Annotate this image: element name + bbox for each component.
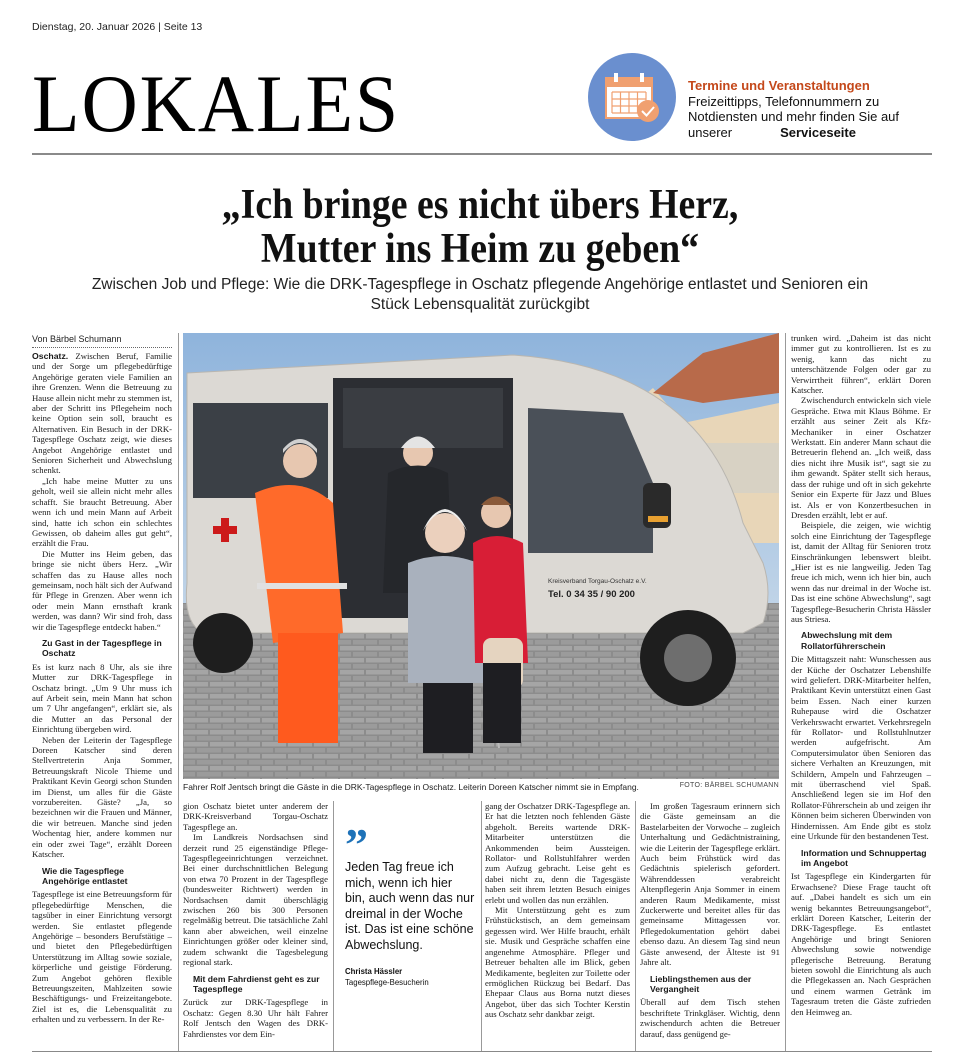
column-divider: [481, 801, 482, 1051]
service-box[interactable]: [588, 53, 948, 141]
paragraph: gion Oschatz bietet unter anderem der DRK-Kreisverband Torgau-Oschatz Tagespflege an.: [183, 801, 328, 832]
paragraph: Tagespflege ist eine Betreuungsform für pflegebedürftige Menschen, die tagsüber in einer Einrichtung versorgt werden. Sie entlastet pflegende Angehörige – besonders Berufstätige – und bietet den Pflegebedürftigen Unterstützung im Alltag sowie soziale, körperliche und geistige Förderung. Zum Angebot gehören flexible Betreuungszeiten, Mahlzeiten sowie Beschäftigungs- und Freizeitangebote. Ziel ist es, die Lebensqualität zu erhalten und zu verbessern. In der Re-: [32, 889, 172, 1025]
paragraph: Zurück zur DRK-Tagespflege in Oschatz: Gegen 8.30 Uhr hält Fahrer Rolf Jentsch den Wagen des DRK-Fahrdienstes vor dem Ein-: [183, 997, 328, 1039]
photo-credit: FOTO: BÄRBEL SCHUMANN: [679, 782, 779, 789]
article-photo[interactable]: [183, 333, 779, 779]
column-divider: [333, 801, 334, 1051]
byline: Von Bärbel Schumann: [32, 334, 172, 348]
paragraph: Mit Unterstützung geht es zum Frühstückstisch, an dem gemeinsam gegessen wird. Wer Hilfe braucht, erhält sie. Musik und Gespräche schaffen eine angenehme Atmosphäre. Pfleger und Betreuer behalten alle im Blick, geben Medikamente, begleiten zur Toilette oder ermöglichen Rückzug bei Bedarf. Das Ehepaar Claus aus Borna nutzt dieses Angebot, über das sich Tochter Kerstin aus Oschatz sehr dankbar zeigt.: [485, 905, 630, 1020]
paragraph: Beispiele, die zeigen, wie wichtig solch eine Einrichtung der Tagespflege ist, damit der Alltag für Senioren trotz Einschränkungen lebenswert bleibt. „Hier ist es nie langweilig. Jeden Tag freue ich mich, wenn ich hier bin, auch wenn das nur dreimal in der Woche ist. Das ist eine schöne Abwechslung“, sagt Tagespflege-Besucherin Christa Hässler aus Striesa.: [791, 520, 931, 624]
paragraph: Die Mutter ins Heim geben, das bringe sie nicht übers Herz. „Wir schaffen das zu Hause alles noch gemeinsam, noch hält sich der Aufwand für Pflege in Grenzen. Aber wenn ich oder mein Mann ernsthaft krank werden, was dann? Wir sind froh, dass wir die Tagespflege entdeckt haben.“: [32, 548, 172, 632]
paragraph: Die Mittagszeit naht: Wunschessen aus der Küche der Oschatzer Lebenshilfe wird geliefert. DRK-Mitarbeiter helfen, Praktikant Kevin unterstützt einen Gast beim Essen. Nach einer kurzen Ruhepause wird die Oschatzer Verkehrswacht erwartet. Verkehrsregeln für Rollator- und Rollstuhlnutzer werden aufgefrischt. Am Computersimulator üben Senioren das sichere Verhalten an Kreuzungen, mit Schildern, Ampeln und Fahrzeugen – mit überraschend viel Spaß. Anschließend legen sie im Hof den Rollator-Führerschein ab und zeigen ihr Können beim sicheren Überwinden von Hindernissen. Am Ende gibt es stolz eine Urkunde für den bestandenen Test.: [791, 654, 931, 842]
photo-caption: [183, 782, 779, 792]
paragraph: Im Landkreis Nordsachsen sind derzeit rund 25 eigenständige Pflege-Tagespflegeeinrichtungen verzeichnet. Bei einer durchschnittlichen Belegung von etwa 70 Prozent in der Tagespflege (bundesweiter Richtwert) werden in Nordsachsen damit überschlägig zwischen 260 bis 300 Personen regelmäßig betreut. Die tatsächliche Zahl kann aber abweichen, weil einzelne Einrichtungen größer oder kleiner sind, zudem schwankt die Tagesbelegung regional stark.: [183, 832, 328, 968]
subheadline: Zwischen Job und Pflege: Wie die DRK-Tagespflege in Oschatz pflegende Angehörige entlastet und Senioren ein Stück Lebensqualität zurückgibt: [91, 276, 869, 313]
crosshead: Wie die Tagespflege Angehörige entlastet: [42, 865, 128, 886]
paragraph: gang der Oschatzer DRK-Tagespflege an. Er hat die letzten noch fehlenden Gäste abgeholt. Bereits wartende DRK-Mitarbeiter unterstützen die Ankommenden beim Aussteigen. Rollator- und Rollstuhlfahrer werden zum Aufzug gebracht. Leise geht es dabei nicht zu, denn die Tagesgäste haben seit ihrem letzten Besuch einiges erlebt und wollen das nun erzählen.: [485, 801, 630, 905]
quote-mark-icon: ”: [345, 819, 368, 870]
dateline: Dienstag, 20. Januar 2026 | Seite 13: [32, 21, 203, 33]
crosshead: Lieblingsthemen aus der Vergangheit: [650, 973, 752, 994]
paragraph: Ist Tagespflege ein Kindergarten für Erwachsene? Diese Frage taucht oft auf. „Dabei handelt es sich um ein wenig bekanntes Betreuungsangebot“, erklärt Doreen Katscher, Leiterin der DRK-Tagespflege. Es entlastet Angehörige und bringt Senioren Abwechslung sowie notwendige pflegerische Betreuung. Beratung bieten sowohl die Einrichtung als auch die Pflegekassen an. Nach Gesprächen und einem warmen Getränk im Tagesraum treten die Gäste zufrieden den Heimweg an.: [791, 871, 931, 1017]
paragraph: „Ich habe meine Mutter zu uns geholt, weil sie allein nicht mehr alles schafft. Sie braucht Betreuung. Aber wenn ich und mein Mann auf Arbeit sind, hatte ich schon ein schlechtes Gewissen, ob daheim alles gut geht“, erzählt die Frau.: [32, 475, 172, 549]
service-title: Termine und Veranstaltungen: [688, 78, 870, 93]
article-column-1: [32, 351, 172, 1051]
quote-role: Tagespflege-Besucherin: [345, 978, 429, 987]
calendar-check-icon: [588, 53, 676, 141]
section-title: LOKALES: [32, 58, 401, 149]
article-column-5: [791, 333, 931, 1017]
paragraph: trunken wird. „Daheim ist das nicht immer gut zu kontrollieren. Ist es zu wenig, kann das nicht zu unterschätzende Folgen oder gar zu Verwirrtheit führen“, erklärt Doren Katscher.: [791, 333, 931, 396]
crosshead: Mit dem Fahrdienst geht es zur Tagespflege: [193, 973, 320, 994]
paragraph: Es ist kurz nach 8 Uhr, als sie ihre Mutter zur DRK-Tagespflege in Oschatz bringt. „Um 9 Uhr muss ich auf Arbeit sein, mein Mann hat schon um 7 Uhr angefangen“, erklärt sie, als die Mutter an das Personal der Einrichtung übergeben wird.: [32, 661, 172, 735]
quote-text: Jeden Tag freue ich mich, wenn ich hier bin, auch wenn das nur dreimal in der Woche ist. Das ist eine schöne Abwechslung.: [345, 860, 475, 952]
paragraph: Oschatz. Zwischen Beruf, Familie und der Sorge um pflegebedürftige Angehörige geraten viele Familien an ihre Grenzen. Wenn die Betreuung zu Hause allein nicht mehr zu stemmen ist, aber der Schritt ins Pflegeheim noch keine Option sein soll, braucht es Alternativen. Ein Besuch in der DRK-Tagespflege Oschatz zeigt, wie dieses Angebot Angehörige entlastet und Senioren Sicherheit und Abwechslung schenkt.: [32, 351, 172, 476]
van-lettering: Kreisverband Torgau-Oschatz e.V.: [548, 578, 647, 585]
column-divider: [785, 333, 786, 1051]
service-text: Freizeittipps, Telefonnummern zu Notdiensten und mehr finden Sie auf unserer: [688, 93, 900, 140]
caption-text: Fahrer Rolf Jentsch bringt die Gäste in die DRK-Tagespflege in Oschatz. Leiterin Doreen Katscher nimmt sie in Empfang.: [183, 782, 639, 792]
headline-line-1: „Ich bringe es nicht übers Herz,: [221, 182, 739, 228]
crosshead: Zu Gast in der Tagespflege in Oschatz: [42, 637, 162, 659]
paragraph: Zwischendurch entwickeln sich viele Gespräche. Etwa mit Klaus Böhme. Er erzählt aus seiner Zeit als Kfz-Mechaniker in einer Oschatzer Werkstatt. Ein anderer Mann schaut die Betreuerin flehend an. „Ich weiß, dass dies nicht ihre Musik ist“, sagt sie zu ihm gewandt. Später stellt sich heraus, dass der ruhige und oft in sich gekehrte Senior ein Experte für Jazz und Blues ist. Als er von Konzertbesuchen in Dresden erzählt, lebt er auf.: [791, 395, 931, 520]
van-phone: Tel. 0 34 35 / 90 200: [548, 589, 635, 600]
article-column-2: [183, 801, 328, 1039]
headline-line-2: Mutter ins Heim zu geben“: [260, 226, 700, 272]
header-rule: [32, 153, 932, 155]
column-divider: [635, 801, 636, 1051]
paragraph: Überall auf dem Tisch stehen beschriftete Trinkgläser. Wichtig, denn zwischendurch achten die Betreuer darauf, dass genügend ge-: [640, 997, 780, 1039]
serviceseite-link[interactable]: Serviceseite: [780, 124, 856, 140]
crosshead: Information und Schnuppertag im Angebot: [801, 847, 927, 868]
crosshead: Abwechslung mit dem Rollatorführerschein: [801, 630, 893, 651]
paragraph: Im großen Tagesraum erinnern sich die Gäste gemeinsam an die Bastelarbeiten der Vorwoche – zugleich Unterhaltung und Gedächtnistraining, wie die Leiterin der Tagespflege erklärt. Auch beim Frühstück wird das Gedächtnis spielerisch gefordert. Währenddessen verabreicht Altenpflegerin Anja Sommer in einem anderen Raum Medikamente, misst Zuckerwerte und bereitet alles für das gemeinsame Mittagessen vor. Pflegedokumentation gehört dabei ebenso dazu. An diesem Tag sind neun Gäste anwesend, der Älteste ist 91 Jahre alt.: [640, 801, 780, 968]
pull-quote: [345, 819, 475, 987]
paragraph: Neben der Leiterin der Tagespflege Doreen Katscher sind deren Stellvertreterin Anja Sommer, Betreuungskraft Nicole Thieme und Praktikant Kevin Georgi schon Stunden im Dienst, um alles für die Gäste vorzubereiten. Gäste? „Ja, so bezeichnen wir die Frauen und Männer, die wir betreuen. Manche sind jeden Wochentag hier, andere kommen nur ein oder zwei Tage“, erzählt Doreen Katscher.: [32, 734, 172, 860]
article-column-4: [640, 801, 780, 1039]
quote-author: Christa Hässler: [345, 967, 403, 976]
article-column-3: [485, 801, 630, 1020]
headline: [48, 183, 912, 271]
place-marker: Oschatz.: [32, 351, 69, 361]
column-divider: [178, 333, 179, 1051]
footer-rule: [32, 1051, 932, 1052]
